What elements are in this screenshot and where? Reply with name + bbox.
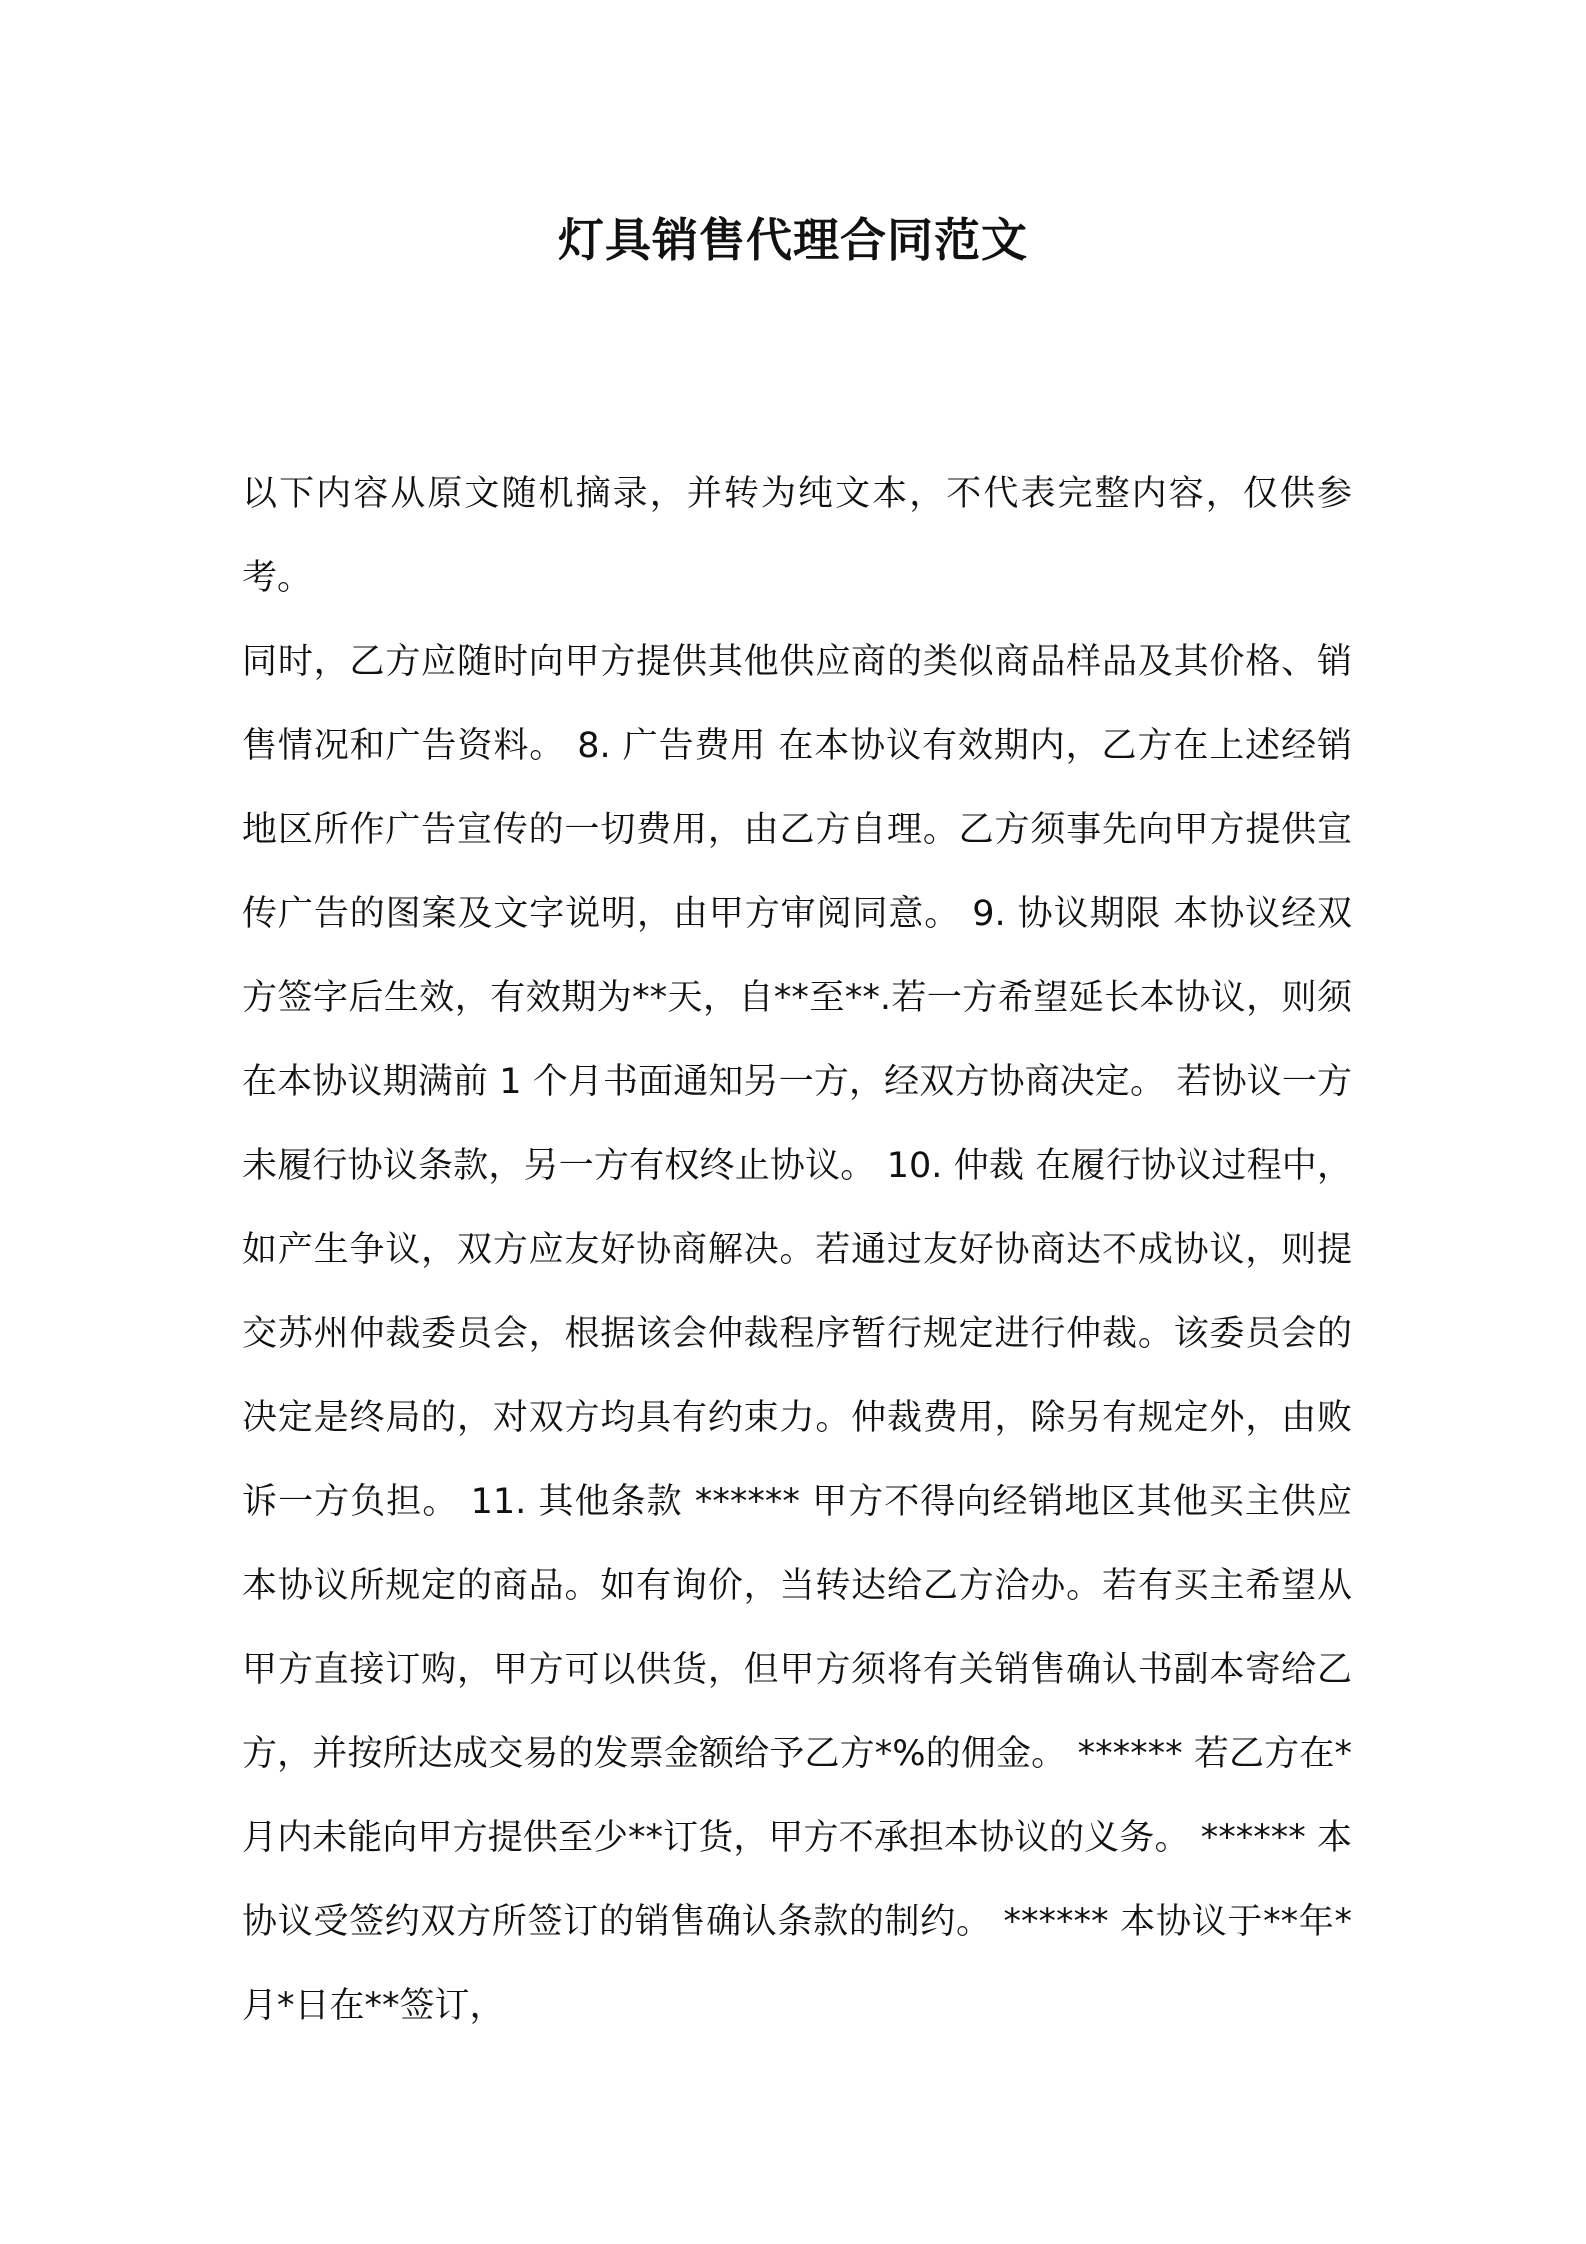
document-body [242, 452, 1352, 2048]
intro-paragraph: 以下内容从原文随机摘录，并转为纯文本，不代表完整内容，仅供参考。 [242, 474, 1352, 598]
document-title: 灯具销售代理合同范文 [558, 213, 1028, 267]
contract-paragraph: 同时，乙方应随时向甲方提供其他供应商的类似商品样品及其价格、销售情况和广告资料。 8. 广告费用 在本协议有效期内，乙方在上述经销地区所作广告宣传的一切费用，由乙方自理。乙方须事先向甲方提供宣传广告的图案及文字说明，由甲方审阅同意。 9. 协议期限 本协议经双方签字后生效，有效期为**天，自**至**.若一方希望延长本协议，则须在本协议期满前 1 个月书面通知另一方，经双方协商决定。 若协议一方未履行协议条款，另一方有权终止协议。 10. 仲裁 在履行协议过程中，如产生争议，双方应友好协商解决。若通过友好协商达不成协议，则提交苏州仲裁委员会，根据该会仲裁程序暂行规定进行仲裁。该委员会的决定是终局的，对双方均具有约束力。仲裁费用，除另有规定外，由败诉一方负担。 11. 其他条款 ****** 甲方不得向经销地区其他买主供应本协议所规定的商品。如有询价，当转达给乙方洽办。若有买主希望从甲方直接订购，甲方可以供货，但甲方须将有关销售确认书副本寄给乙方，并按所达成交易的发票金额给予乙方*%的佣金。 ****** 若乙方在*月内未能向甲方提供至少**订货，甲方不承担本协议的义务。 ****** 本协议受签约双方所签订的销售确认条款的制约。 ****** 本协议于**年*月*日在**签订， [242, 642, 1352, 2026]
